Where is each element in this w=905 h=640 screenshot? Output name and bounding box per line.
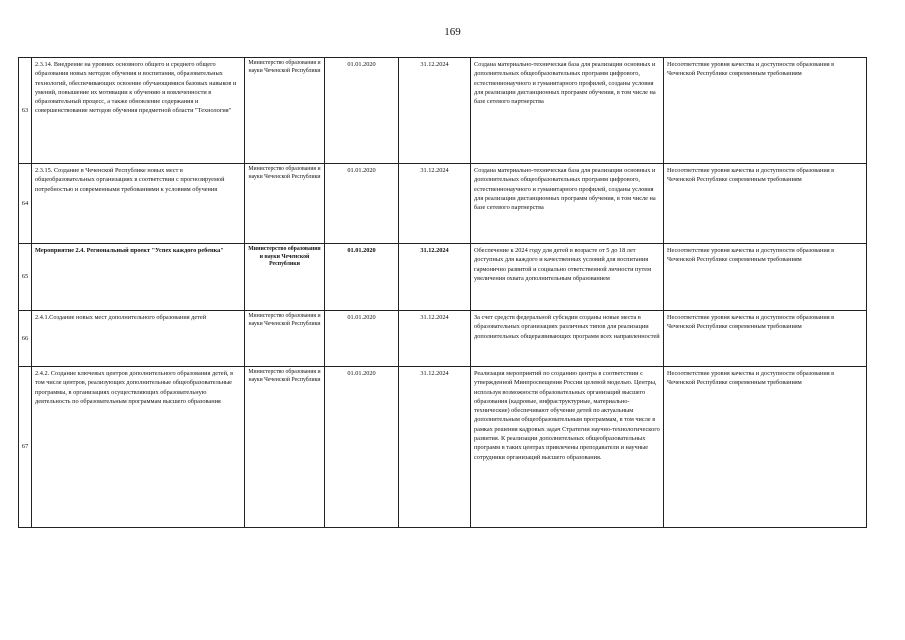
responsible-executor: Министерство образования и науки Чеченской Республики xyxy=(245,367,325,528)
expected-result: Создана материально-техническая база для реализации основных и дополнительных общеобразовательных программ цифрового, естественнонаучного и гуманитарного профилей, созданы условия для реализации дистанционных программ обучения, в том числе на базе сетевого партнерства xyxy=(471,58,664,164)
responsible-executor: Министерство образования и науки Чеченской Республики xyxy=(245,164,325,244)
start-date: 01.01.2020 xyxy=(325,311,399,367)
responsible-executor: Министерство образования и науки Чеченской Республики xyxy=(245,311,325,367)
expected-result: За счет средств федеральной субсидии созданы новые места в образовательных организациях различных типов для реализации дополнительных общеразвивающих программ всех направленностей xyxy=(471,311,664,367)
start-date: 01.01.2020 xyxy=(325,367,399,528)
end-date: 31.12.2024 xyxy=(399,244,471,311)
consequences: Несоответствие уровня качества и доступности образования в Чеченской Республике современным требованиям xyxy=(664,311,867,367)
table-row xyxy=(19,58,867,164)
measure-name: 2.4.1.Создание новых мест дополнительного образования детей xyxy=(32,311,245,367)
expected-result: Реализация мероприятий по созданию центра в соответствии с утвержденной Минпросвещения России целевой моделью. Центры, используя возможности образовательных организаций высшего образования (кадровые, инфраструктурные, материально-технические) обеспечивают обучение детей по актуальным дополнительным общеобразовательным программам, в том числе в рамках решения кадровых задач Стратегии научно-технологического развития. К реализации дополнительных общеобразовательных программ в таких центрах привлечены преподаватели и научные сотрудники организаций высшего образования. xyxy=(471,367,664,528)
table-row xyxy=(19,244,867,311)
measure-name: Мероприятие 2.4. Региональный проект "Успех каждого ребенка" xyxy=(32,244,245,311)
row-number: 63 xyxy=(19,58,32,164)
start-date: 01.01.2020 xyxy=(325,58,399,164)
measure-name: 2.4.2. Создание ключевых центров дополнительного образования детей, в том числе центров, реализующих дополнительные общеобразовательные программы, в организациях осуществляющих образовательную деятельность по образовательным программам высшего образования xyxy=(32,367,245,528)
measure-name: 2.3.14. Внедрение на уровнях основного общего и среднего общего образования новых методов обучения и воспитания, образовательных технологий, обеспечивающих освоение обучающимися базовых навыков и умений, повышение их мотивации к обучению и вовлеченности в образовательный процесс, а также обновление содержания и совершенствование методов обучения предметной области "Технология" xyxy=(32,58,245,164)
row-number: 67 xyxy=(19,367,32,528)
table-row xyxy=(19,311,867,367)
responsible-executor: Министерство образования и науки Чеченской Республики xyxy=(245,244,325,311)
row-number: 65 xyxy=(19,244,32,311)
measure-name: 2.3.15. Создание в Чеченской Республике новых мест в общеобразовательных организациях в соответствии с прогнозируемой потребностью и современными требованиями к условиям обучения xyxy=(32,164,245,244)
end-date: 31.12.2024 xyxy=(399,311,471,367)
page-number: 169 xyxy=(444,26,461,38)
table-row xyxy=(19,164,867,244)
end-date: 31.12.2024 xyxy=(399,164,471,244)
expected-result: Обеспечение к 2024 году для детей в возрасте от 5 до 18 лет доступных для каждого и качественных условий для воспитания гармонично развитой и социально ответственной личности путем увеличения охвата дополнительным образованием xyxy=(471,244,664,311)
program-measures-table xyxy=(18,57,867,528)
consequences: Несоответствие уровня качества и доступности образования в Чеченской Республике современным требованиям xyxy=(664,164,867,244)
expected-result: Создана материально-техническая база для реализации основных и дополнительных общеобразовательных программ цифрового, естественнонаучного и гуманитарного профилей, созданы условия для реализации дистанционных программ обучения, в том числе на базе сетевого партнерства xyxy=(471,164,664,244)
end-date: 31.12.2024 xyxy=(399,58,471,164)
end-date: 31.12.2024 xyxy=(399,367,471,528)
start-date: 01.01.2020 xyxy=(325,244,399,311)
consequences: Несоответствие уровня качества и доступности образования в Чеченской Республике современным требованиям xyxy=(664,367,867,528)
consequences: Несоответствие уровня качества и доступности образования в Чеченской Республике современным требованиям xyxy=(664,244,867,311)
consequences: Несоответствие уровня качества и доступности образования в Чеченской Республике современным требованиям xyxy=(664,58,867,164)
table-row xyxy=(19,367,867,528)
responsible-executor: Министерство образования и науки Чеченской Республики xyxy=(245,58,325,164)
row-number: 64 xyxy=(19,164,32,244)
row-number: 66 xyxy=(19,311,32,367)
start-date: 01.01.2020 xyxy=(325,164,399,244)
